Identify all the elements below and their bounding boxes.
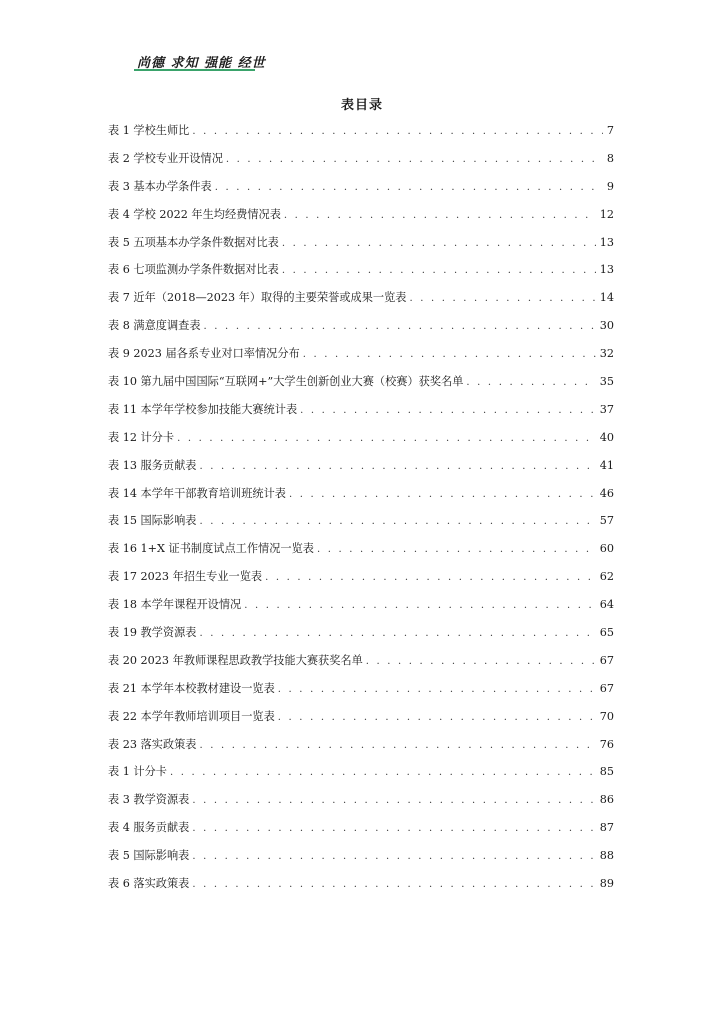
toc-entry-label: 表 20 2023 年教师课程思政教学技能大赛获奖名单 [108,653,363,667]
toc-entry-label: 表 9 2023 届各系专业对口率情况分布 [108,347,300,361]
toc-entry-page-number: 60 [599,542,614,556]
toc-entry[interactable] [108,262,614,290]
toc-entry-page-number: 46 [599,486,614,500]
toc-entry-label: 表 7 近年（2018—2023 年）取得的主要荣誉或成果一览表 [108,291,407,305]
toc-entry[interactable] [108,123,614,151]
header-motto: 尚德 求知 强能 经世 [137,56,266,71]
toc-entry-label: 表 22 本学年教师培训项目一览表 [108,709,275,723]
toc-dot-leader [170,765,596,781]
toc-dot-leader [366,654,596,670]
toc-entry-page-number: 40 [599,430,614,444]
toc-entry-label: 表 10 第九届中国国际“互联网+”大学生创新创业大赛（校赛）获奖名单 [108,375,464,389]
toc-entry-page-number: 30 [599,319,614,333]
toc-entry-label: 表 3 基本办学条件表 [108,179,212,193]
toc-dot-leader [199,738,595,754]
toc-entry-page-number: 12 [599,207,614,221]
toc-dot-leader [278,682,596,698]
toc-entry-page-number: 85 [599,765,614,779]
toc-entry-page-number: 41 [599,458,614,472]
toc-entry-page-number: 57 [599,514,614,528]
toc-entry-label: 表 6 落实政策表 [108,877,190,891]
toc-entry-label: 表 4 服务贡献表 [108,821,190,835]
toc-entry-label: 表 13 服务贡献表 [108,458,197,472]
toc-entry[interactable] [108,458,614,486]
toc-entry[interactable] [108,541,614,569]
toc-entry-label: 表 16 1+X 证书制度试点工作情况一览表 [108,542,314,556]
toc-entry[interactable] [108,235,614,263]
toc-entry-label: 表 14 本学年干部教育培训班统计表 [108,486,286,500]
toc-entry-label: 表 11 本学年学校参加技能大赛统计表 [108,402,298,416]
toc-entry-label: 表 17 2023 年招生专业一览表 [108,570,263,584]
toc-entry[interactable] [108,653,614,681]
toc-entry[interactable] [108,737,614,765]
toc-entry-page-number: 65 [599,626,614,640]
toc-entry[interactable] [108,290,614,318]
toc-entry-label: 表 15 国际影响表 [108,514,197,528]
toc-dot-leader [199,514,595,530]
toc-entry-page-number: 35 [599,375,614,389]
toc-entry-page-number: 37 [599,402,614,416]
toc-entry-page-number: 64 [599,598,614,612]
toc-entry[interactable] [108,597,614,625]
toc-entry-page-number: 86 [599,793,614,807]
toc-entry-page-number: 32 [599,347,614,361]
toc-entry[interactable] [108,430,614,458]
toc-entry-page-number: 67 [599,681,614,695]
toc-entry-label: 表 5 国际影响表 [108,849,190,863]
toc-entry-page-number: 88 [599,849,614,863]
toc-dot-leader [192,821,595,837]
toc-entry[interactable] [108,318,614,346]
toc-dot-leader [226,152,603,168]
toc-entry-label: 表 8 满意度调查表 [108,319,201,333]
toc-entry[interactable] [108,820,614,848]
toc-entry-page-number: 13 [599,263,614,277]
header-divider [134,69,255,71]
toc-dot-leader [177,431,596,447]
toc-dot-leader [284,208,596,224]
toc-entry-label: 表 6 七项监测办学条件数据对比表 [108,263,279,277]
toc-entry-page-number: 70 [599,709,614,723]
toc-entry-page-number: 8 [606,151,614,165]
toc-entry-label: 表 2 学校专业开设情况 [108,151,223,165]
toc-title: 表目录 [340,98,383,113]
toc-dot-leader [300,403,596,419]
toc-entry[interactable] [108,486,614,514]
toc-dot-leader [192,793,595,809]
toc-entry[interactable] [108,207,614,235]
toc-entry[interactable] [108,346,614,374]
toc-dot-leader [282,263,596,279]
toc-entry-page-number: 67 [599,653,614,667]
toc-entry-page-number: 7 [606,124,614,137]
toc-entry[interactable] [108,151,614,179]
toc-entry-page-number: 87 [599,821,614,835]
toc-entry[interactable] [108,848,614,876]
toc-entry[interactable] [108,179,614,207]
toc-entry[interactable] [108,402,614,430]
toc-entry-page-number: 13 [599,235,614,249]
toc-dot-leader [192,877,595,893]
toc-entry-label: 表 3 教学资源表 [108,793,190,807]
toc-dot-leader [282,236,596,252]
toc-entry-label: 表 1 学校生师比 [108,124,190,137]
toc-entry-page-number: 62 [599,570,614,584]
toc-dot-leader [303,347,596,363]
toc-dot-leader [215,180,603,196]
toc-entry-label: 表 18 本学年课程开设情况 [108,598,242,612]
toc-dot-leader [199,459,595,475]
toc-entry[interactable] [108,876,614,904]
toc-dot-leader [192,849,595,865]
toc-entry[interactable] [108,681,614,709]
toc-entry[interactable] [108,374,614,402]
toc-entry-label: 表 5 五项基本办学条件数据对比表 [108,235,279,249]
toc-entry-page-number: 9 [606,179,614,193]
toc-entry[interactable] [108,764,614,792]
toc-entry[interactable] [108,513,614,541]
toc-entry[interactable] [108,709,614,737]
toc-entry-page-number: 89 [599,877,614,891]
toc-entry-label: 表 1 计分卡 [108,765,167,779]
toc-entry-page-number: 14 [599,291,614,305]
toc-entry[interactable] [108,792,614,820]
toc-entry-label: 表 4 学校 2022 年生均经费情况表 [108,207,281,221]
toc-entry-page-number: 76 [599,737,614,751]
toc-dot-leader [199,626,595,642]
toc-dot-leader [317,542,596,558]
toc-dot-leader [192,124,603,140]
toc-dot-leader [466,375,595,391]
toc-dot-leader [204,319,596,335]
toc-entry[interactable] [108,625,614,653]
toc-entry-label: 表 12 计分卡 [108,430,175,444]
toc-dot-leader [409,291,595,307]
toc-entry[interactable] [108,569,614,597]
table-of-contents [108,123,614,904]
toc-dot-leader [289,487,596,503]
toc-entry-label: 表 19 教学资源表 [108,626,197,640]
toc-entry-label: 表 23 落实政策表 [108,737,197,751]
toc-dot-leader [278,710,596,726]
toc-entry-label: 表 21 本学年本校教材建设一览表 [108,681,275,695]
toc-dot-leader [265,570,596,586]
toc-dot-leader [244,598,596,614]
